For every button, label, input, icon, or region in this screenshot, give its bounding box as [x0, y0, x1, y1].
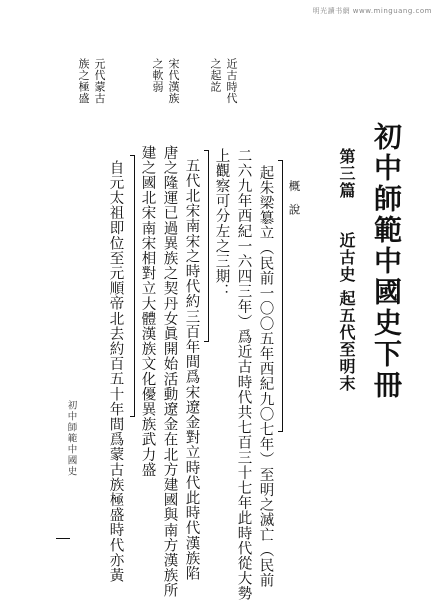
margin-note-left-line1: 元代蒙古	[93, 58, 106, 104]
body-column-5: 唐之隆運已過異族之契丹女眞開始活動遼金在北方建國與南方漢族所	[161, 145, 178, 598]
margin-bracket-yuan	[130, 155, 135, 417]
margin-note-middle-line1: 宋代漢族	[167, 58, 180, 104]
margin-bracket-song	[204, 150, 209, 342]
body-column-4: 五代北宋南宋之時代約三百年間爲宋遼金對立時代此時代漢族陷	[183, 158, 200, 581]
section-range: 起五代至明末	[337, 290, 356, 392]
subheading: 概說	[287, 180, 302, 227]
section-topic: 近古史	[337, 232, 356, 283]
margin-bracket-era	[278, 160, 283, 432]
book-title: 初中師範中國史下冊	[370, 122, 403, 401]
running-footer: 初中師範中國史	[65, 400, 77, 477]
margin-note-right-line1: 近古時代	[225, 58, 238, 104]
body-column-6: 建之國北宋南宋相對立大體漢族文化優異族武力盛	[139, 145, 156, 478]
body-column-3: 上觀察可分左之三期：	[213, 148, 230, 299]
section-part: 第三篇	[337, 148, 356, 199]
margin-note-left-line2: 族之極盛	[77, 58, 90, 104]
body-column-2: 二六九年西紀一六四三年）爲近古時代共七百三十七年此時代從大勢	[235, 148, 252, 601]
body-column-1: 起朱梁簒立（民前一〇〇五年西紀九〇七年）至明之滅亡（民前	[257, 165, 274, 588]
margin-note-middle-line2: 之軟弱	[151, 58, 164, 93]
body-column-7: 自元太祖即位至元順帝北去約百五十年間爲蒙古族極盛時代亦黃	[107, 160, 124, 583]
margin-note-right-line2: 之起訖	[209, 58, 222, 93]
watermark-text: 明光讀书網 www.minguang.com	[312, 7, 432, 15]
